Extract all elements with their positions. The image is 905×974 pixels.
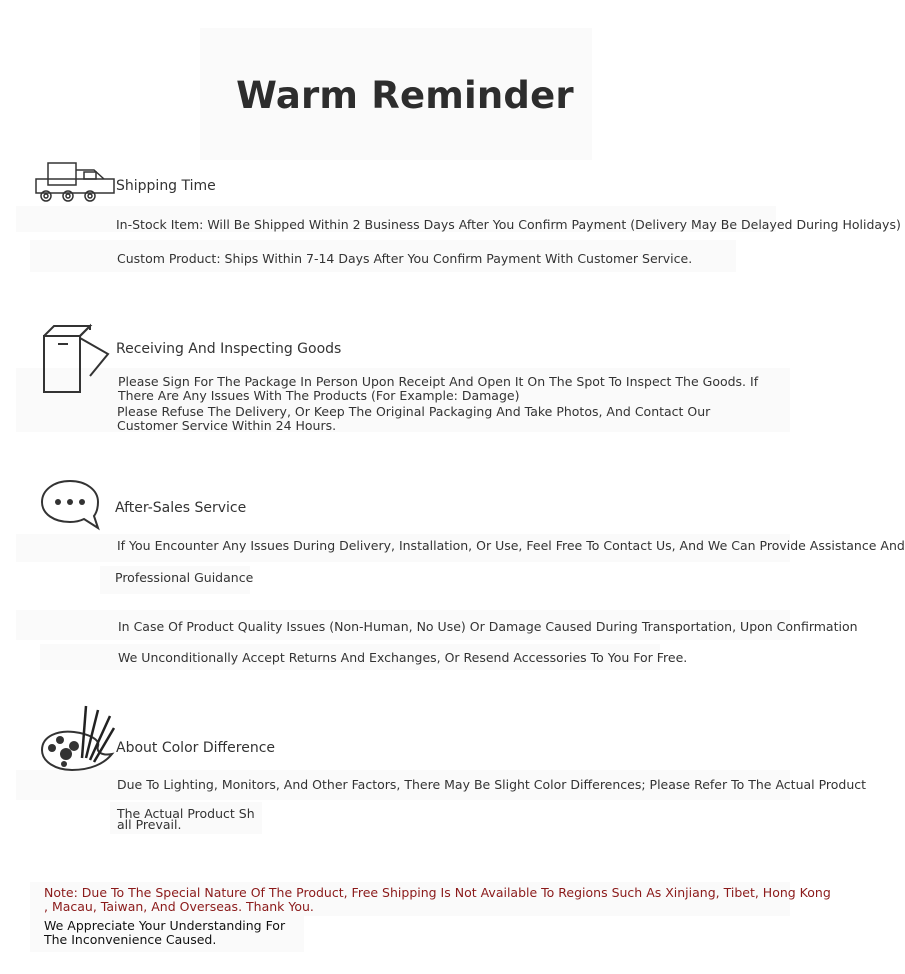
color-line-2b: all Prevail. — [117, 817, 182, 832]
shipping-heading: Shipping Time — [116, 178, 216, 194]
after-sales-line-3: In Case Of Product Quality Issues (Non-Human, No Use) Or Damage Caused During Transportation, Upon Confirmation — [118, 619, 858, 634]
color-heading: About Color Difference — [116, 740, 276, 756]
receiving-para-1: Please Sign For The Package In Person Upon Receipt And Open It On The Spot To Inspect The Goods. If There Are Any Issues With The Products (For Example: Damage) — [118, 374, 759, 403]
title-banner — [200, 28, 592, 160]
note-black-line-1: We Appreciate Your Understanding For — [44, 918, 286, 933]
shipping-line-1: In-Stock Item: Will Be Shipped Within 2 Business Days After You Confirm Payment (Delivery May Be Delayed During Holidays) — [116, 217, 901, 232]
color-line-1: Due To Lighting, Monitors, And Other Factors, There May Be Slight Color Differences; Please Refer To The Actual Product — [117, 777, 867, 792]
receiving-para-2: Please Refuse The Delivery, Or Keep The Original Packaging And Take Photos, And Contact Our Customer Service Within 24 Hours. — [117, 404, 711, 433]
page-title: Warm Reminder — [236, 74, 574, 117]
package-box-icon — [40, 324, 112, 396]
receiving-heading: Receiving And Inspecting Goods — [116, 341, 342, 357]
note-red-line-1: Note: Due To The Special Nature Of The Product, Free Shipping Is Not Available To Regions Such As Xinjiang, Tibet, Hong Kong — [44, 885, 831, 900]
note-red-line-2: , Macau, Taiwan, And Overseas. Thank You. — [44, 899, 314, 914]
after-sales-line-2: Professional Guidance — [115, 570, 254, 585]
color-line-2a: The Actual Product Sh — [117, 806, 255, 821]
after-sales-heading: After-Sales Service — [115, 500, 247, 516]
shipping-line-2: Custom Product: Ships Within 7-14 Days After You Confirm Payment With Customer Service. — [117, 251, 693, 266]
after-sales-line-1: If You Encounter Any Issues During Delivery, Installation, Or Use, Feel Free To Contact Us, And We Can Provide Assistance And — [117, 538, 905, 553]
note-black-line-2: The Inconvenience Caused. — [44, 932, 217, 947]
after-sales-line-4: We Unconditionally Accept Returns And Exchanges, Or Resend Accessories To You For Free. — [118, 650, 688, 665]
speech-bubble-icon — [40, 478, 102, 532]
truck-icon — [34, 160, 120, 206]
paint-palette-icon — [40, 702, 116, 774]
